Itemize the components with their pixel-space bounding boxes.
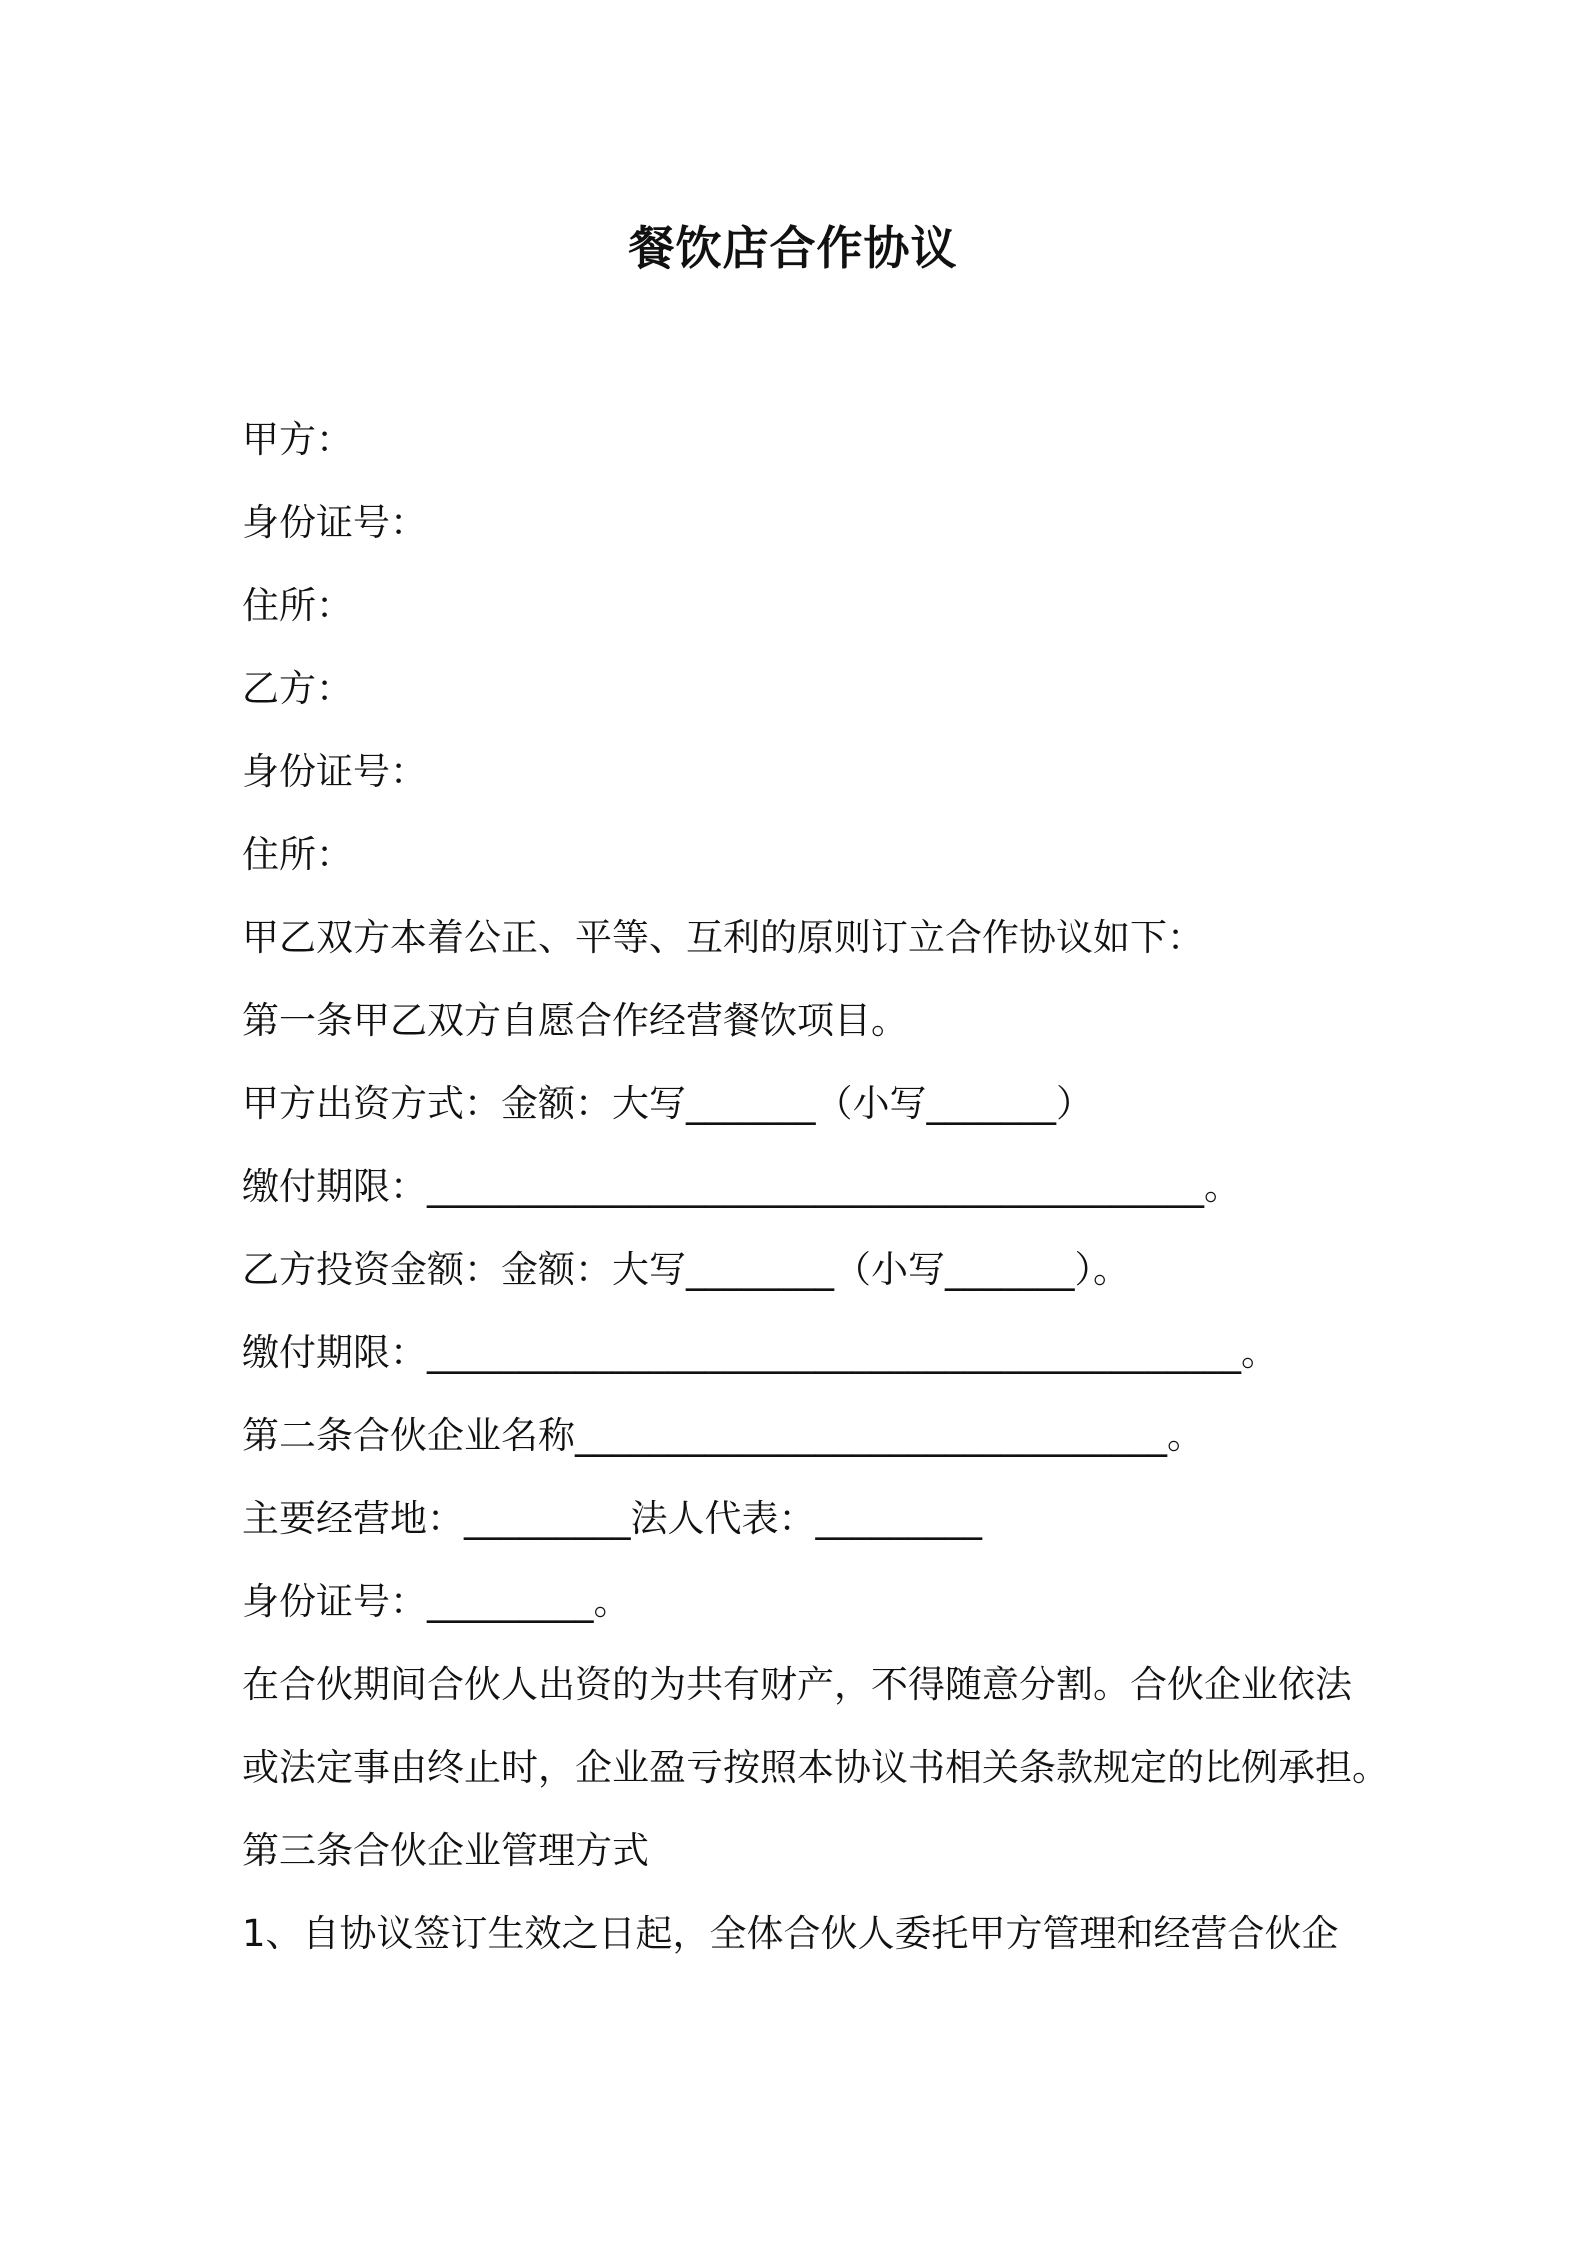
- party-b-label: 乙方：: [242, 667, 353, 710]
- common-property-clause-line-1: 在合伙期间合伙人出资的为共有财产，不得随意分割。合伙企业依法: [242, 1663, 1352, 1706]
- article-two: 第二条合伙企业名称________________________________。: [242, 1414, 1204, 1457]
- article-one: 第一条甲乙双方自愿合作经营餐饮项目。: [242, 999, 908, 1042]
- party-b-payment-deadline: 缴付期限：____________________________________________。: [242, 1331, 1278, 1374]
- party-a-payment-deadline: 缴付期限：__________________________________________。: [242, 1165, 1241, 1208]
- article-three: 第三条合伙企业管理方式: [242, 1829, 649, 1872]
- party-b-investment: 乙方投资金额：金额：大写________（小写_______）。: [242, 1248, 1130, 1291]
- party-a-label: 甲方：: [242, 418, 353, 461]
- document-body: [242, 398, 1392, 1975]
- representative-id-label: 身份证号：_________。: [242, 1580, 631, 1623]
- agreement-intro: 甲乙双方本着公正、平等、互利的原则订立合作协议如下：: [242, 916, 1204, 959]
- document-title: 餐饮店合作协议: [628, 221, 958, 275]
- party-a-investment: 甲方出资方式：金额：大写_______（小写_______）: [242, 1082, 1093, 1125]
- party-a-address-label: 住所：: [242, 584, 353, 627]
- party-b-address-label: 住所：: [242, 833, 353, 876]
- business-location-and-representative: 主要经营地：_________法人代表：_________: [242, 1497, 982, 1540]
- party-a-id-label: 身份证号：: [242, 501, 427, 544]
- common-property-clause-line-2: 或法定事由终止时，企业盈亏按照本协议书相关条款规定的比例承担。: [242, 1746, 1389, 1789]
- management-clause-line-1: 1、自协议签订生效之日起，全体合伙人委托甲方管理和经营合伙企: [242, 1912, 1339, 1955]
- party-b-id-label: 身份证号：: [242, 750, 427, 793]
